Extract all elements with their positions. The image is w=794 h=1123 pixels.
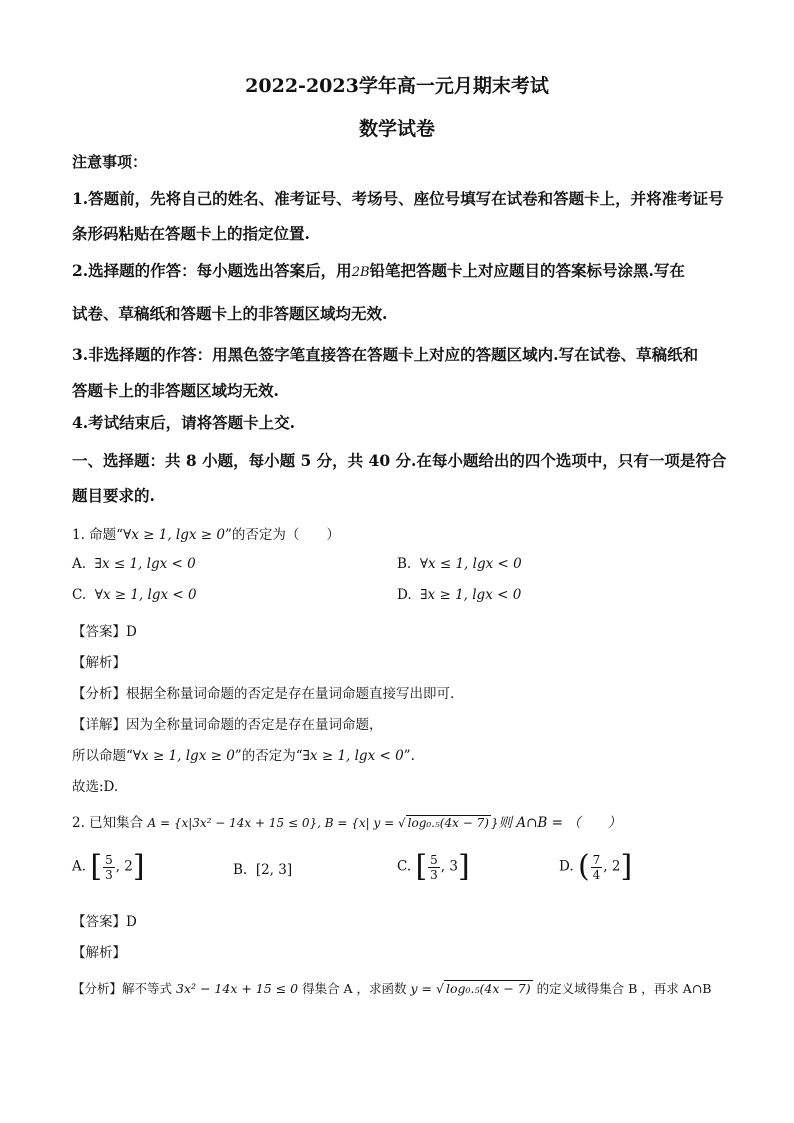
question-1-analysis-tag: 【解析】 <box>72 655 126 671</box>
question-2-option-d: D. ( $\frac{7}{4}$ , 2] <box>559 849 633 884</box>
notice-item-2-line-2: 试卷、草稿纸和答题卡上的非答题区域均无效. <box>72 304 388 323</box>
fenxi-tag: 【分析】 <box>72 686 126 702</box>
fraction <box>103 853 115 882</box>
notice-item-1-line-2: 条形码粘贴在答题卡上的指定位置. <box>72 224 310 243</box>
option-label: C. <box>72 587 87 603</box>
fenxi-function: y = <box>410 981 436 996</box>
notice-heading: 注意事项： <box>72 153 148 171</box>
question-1-option-c <box>72 587 197 603</box>
option-label: D. <box>559 858 574 875</box>
fenxi-text: 根据全称量词命题的否定是存在量词命题直接写出即可. <box>126 686 455 702</box>
notice-item-4: 4.考试结束后，请将答题卡上交. <box>72 413 296 432</box>
fenxi-inequality: 3x² − 14x + 15 ≤ 0 <box>176 981 299 996</box>
option-label: C. <box>397 858 412 875</box>
question-1-choose: 故选:D. <box>72 779 119 795</box>
notice-item-2-text-b: 铅笔把答题卡上对应题目的答案标号涂黑.写在 <box>369 261 685 280</box>
explanation-a: 所以命题“ <box>72 748 133 764</box>
notice-item-2-text-a: 2.选择题的作答：每小题选出答案后，用 <box>72 261 352 280</box>
answer-value: D <box>126 914 137 930</box>
page-title: 2022-2023学年高一元月期末考试 <box>245 75 549 97</box>
question-2-analysis-tag: 【解析】 <box>72 945 126 961</box>
fraction <box>428 853 440 882</box>
question-1-option-d <box>397 587 521 603</box>
option-text: [2, 3] <box>255 862 293 878</box>
set-b-pre: , B = {x| y = <box>317 816 398 830</box>
xiangjie-text: 因为全称量词命题的否定是存在量词命题， <box>126 717 383 733</box>
option-text: ∃x ≤ 1, lgx < 0 <box>94 556 196 572</box>
question-2-answer <box>72 910 137 930</box>
option-rest: , 2 <box>115 858 133 875</box>
option-text: ∀x ≤ 1, lgx < 0 <box>419 556 522 572</box>
option-text: ∃x ≥ 1, lgx < 0 <box>420 587 522 603</box>
option-rest: , 3 <box>440 858 458 875</box>
question-2-option-b <box>233 862 292 878</box>
option-label: B. <box>397 556 412 572</box>
option-label: B. <box>233 862 248 878</box>
option-text: ∀x ≥ 1, lgx < 0 <box>94 587 197 603</box>
notice-item-3-line-2: 答题卡上的非答题区域均无效. <box>72 381 279 400</box>
question-1-option-b <box>397 556 522 572</box>
option-label: A. <box>72 556 87 572</box>
notice-item-2-line-1 <box>72 259 685 281</box>
set-a: A = {x|3x² − 14x + 15 ≤ 0} <box>147 816 318 830</box>
answer-tag: 【答案】 <box>72 914 126 930</box>
fenxi-b: 得集合 A ，求函数 <box>298 981 411 996</box>
question-1-fenxi <box>72 682 454 702</box>
notice-item-3-line-1: 3.非选择题的作答：用黑色签字笔直接答在答题卡上对应的答题区域内.写在试卷、草稿纸和 <box>72 345 699 364</box>
question-2-option-c: C. [ $\frac{5}{3}$ , 3] <box>397 849 470 884</box>
fraction <box>591 853 603 882</box>
denominator: 4 <box>592 867 601 882</box>
answer-tag: 【答案】 <box>72 624 126 640</box>
section-heading-line-2: 题目要求的. <box>72 486 155 505</box>
pencil-grade: 2B <box>351 265 370 280</box>
numerator: 7 <box>592 852 601 867</box>
question-2-stem: 2. 已知集合 A = {x|3x² − 14x + 15 ≤ 0}, B = {x| y = √ log₀.₅(4x − 7) }则 A∩B = （ ） <box>72 815 622 831</box>
question-1-explanation-line <box>72 744 415 764</box>
question-2-stem-a: 2. 已知集合 <box>72 815 148 831</box>
explanation-b: ”的否定为“ <box>234 748 303 764</box>
question-1-stem <box>72 523 340 543</box>
explanation-c: ”. <box>403 748 415 764</box>
question-1-stem-a: 1. 命题“ <box>72 527 124 543</box>
xiangjie-tag: 【详解】 <box>72 717 126 733</box>
section-heading-line-1: 一、选择题：共 8 小题，每小题 5 分，共 40 分.在每小题给出的四个选项中，只有一项是符合 <box>72 451 727 470</box>
numerator: 5 <box>430 852 438 867</box>
notice-item-1-line-1: 1.答题前，先将自己的姓名、准考证号、考场号、座位号填写在试卷和答题卡上，并将准考证号 <box>72 189 724 208</box>
option-label: A. <box>72 858 87 875</box>
option-label: D. <box>397 587 412 603</box>
set-b-post: } <box>490 816 499 830</box>
question-2-fenxi: 【分析】解不等式 3x² − 14x + 15 ≤ 0 得集合 A ，求函数 y = √ log₀.₅(4x − 7) 的定义域得集合 B ，再求 A∩B <box>72 981 712 996</box>
question-1-stem-b: ”的否定为（ ） <box>224 527 340 543</box>
explanation-math-2: ∃x ≥ 1, lgx < 0 <box>302 748 404 764</box>
answer-value: D <box>126 624 137 640</box>
option-rest: , 2 <box>603 858 621 875</box>
explanation-math-1: ∀x ≥ 1, lgx ≥ 0 <box>132 748 235 764</box>
numerator: 5 <box>105 852 113 867</box>
question-1-option-a <box>72 556 196 572</box>
question-1-xiangjie <box>72 713 383 733</box>
fenxi-c: 的定义域得集合 B ，再求 A∩B <box>532 981 712 996</box>
fenxi-a: 解不等式 <box>122 981 176 996</box>
set-b-root: log₀.₅(4x − 7) <box>407 816 489 830</box>
question-2-option-a: A. [ $\frac{5}{3}$ , 2] <box>72 849 145 884</box>
question-2-stem-b: 则 A∩B = （ ） <box>498 815 622 831</box>
fenxi-tag: 【分析】 <box>72 981 123 996</box>
denominator: 3 <box>105 867 113 882</box>
page-subtitle: 数学试卷 <box>358 118 435 140</box>
question-1-proposition: ∀x ≥ 1, lgx ≥ 0 <box>123 527 225 543</box>
question-1-answer <box>72 620 137 640</box>
fenxi-root: log₀.₅(4x − 7) <box>445 981 531 996</box>
denominator: 3 <box>430 867 438 882</box>
